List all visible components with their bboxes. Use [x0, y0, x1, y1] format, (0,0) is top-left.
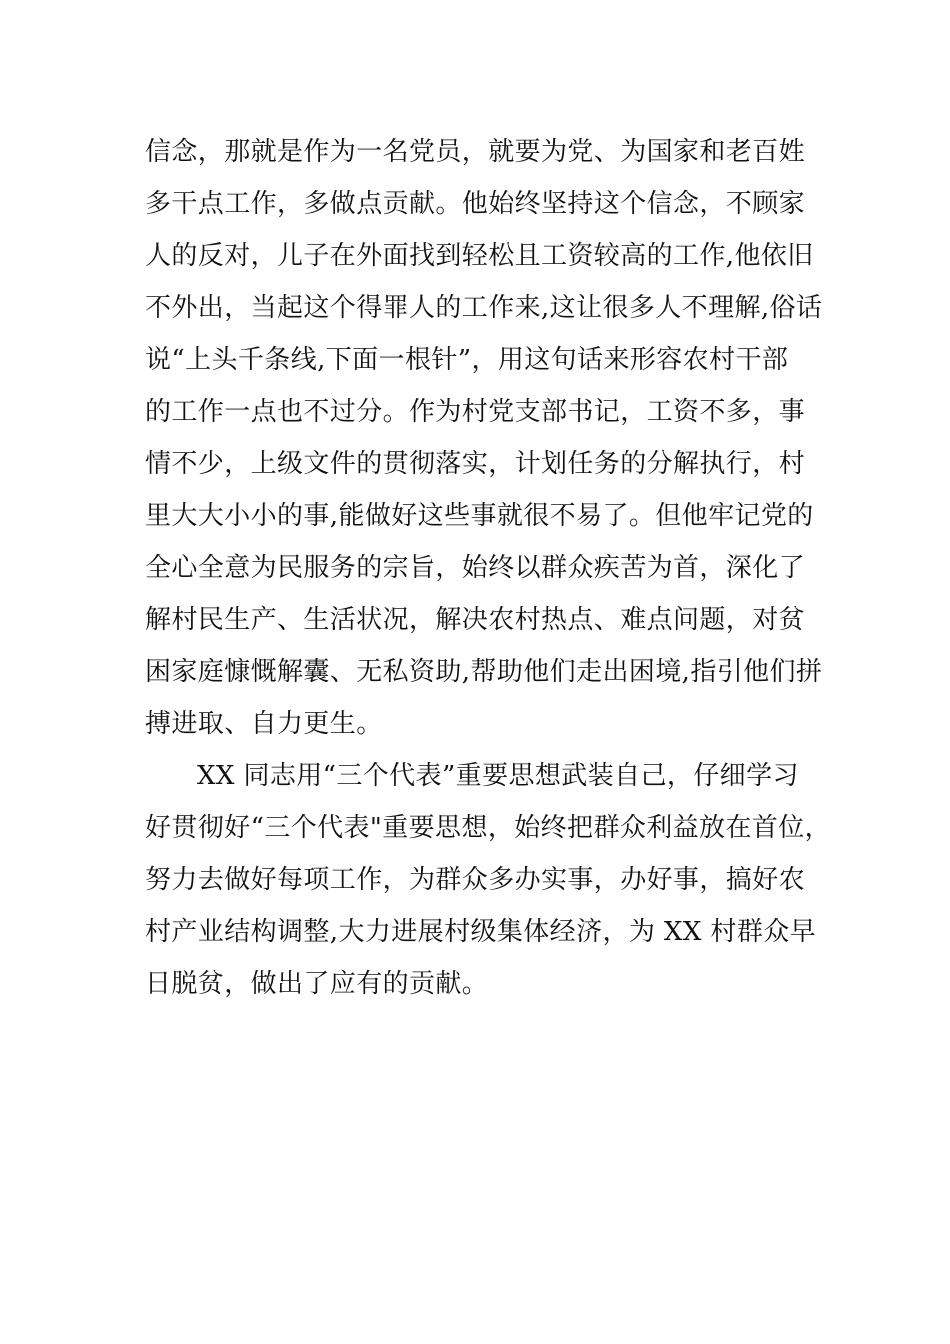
text-line: 村产业结构调整,大力进展村级集体经济，为 XX 村群众早: [145, 917, 817, 947]
text-line: 的工作一点也不过分。作为村党支部书记，工资不多，事: [145, 397, 806, 427]
text-line: 人的反对，儿子在外面找到轻松且工资较高的工作,他依旧: [145, 241, 814, 271]
body-text: [145, 126, 832, 1010]
text-line: 里大大小小的事,能做好这些事就很不易了。但他牢记党的: [145, 501, 814, 531]
text-line: 日脱贫，做出了应有的贡献。: [145, 969, 489, 999]
text-line: 搏进取、自力更生。: [145, 709, 383, 739]
paragraph-1: [145, 126, 825, 750]
text-line: 多干点工作，多做点贡献。他始终坚持这个信念，不顾家: [145, 189, 806, 219]
text-line: 努力去做好每项工作，为群众多办实事，办好事，搞好农: [145, 865, 806, 895]
text-line: 情不少，上级文件的贯彻落实，计划任务的分解执行，村: [145, 449, 806, 479]
text-line: 解村民生产、生活状况，解决农村热点、难点问题，对贫: [145, 605, 806, 635]
text-line: 信念，那就是作为一名党员，就要为党、为国家和老百姓: [145, 137, 806, 167]
text-line: 困家庭慷慨解囊、无私资助,帮助他们走出困境,指引他们拼: [145, 657, 823, 687]
text-line: XX 同志用“三个代表”重要思想武装自己，仔细学习: [197, 761, 799, 791]
text-line: 不外出，当起这个得罪人的工作来,这让很多人不理解,俗话: [145, 293, 823, 323]
paragraph-2: [145, 750, 832, 1010]
text-line: 说“上头千条线,下面一根针”，用这句话来形容农村干部: [145, 345, 789, 375]
text-line: 好贯彻好“三个代表"重要思想，始终把群众利益放在首位，: [145, 813, 832, 843]
text-line: 全心全意为民服务的宗旨，始终以群众疾苦为首，深化了: [145, 553, 806, 583]
